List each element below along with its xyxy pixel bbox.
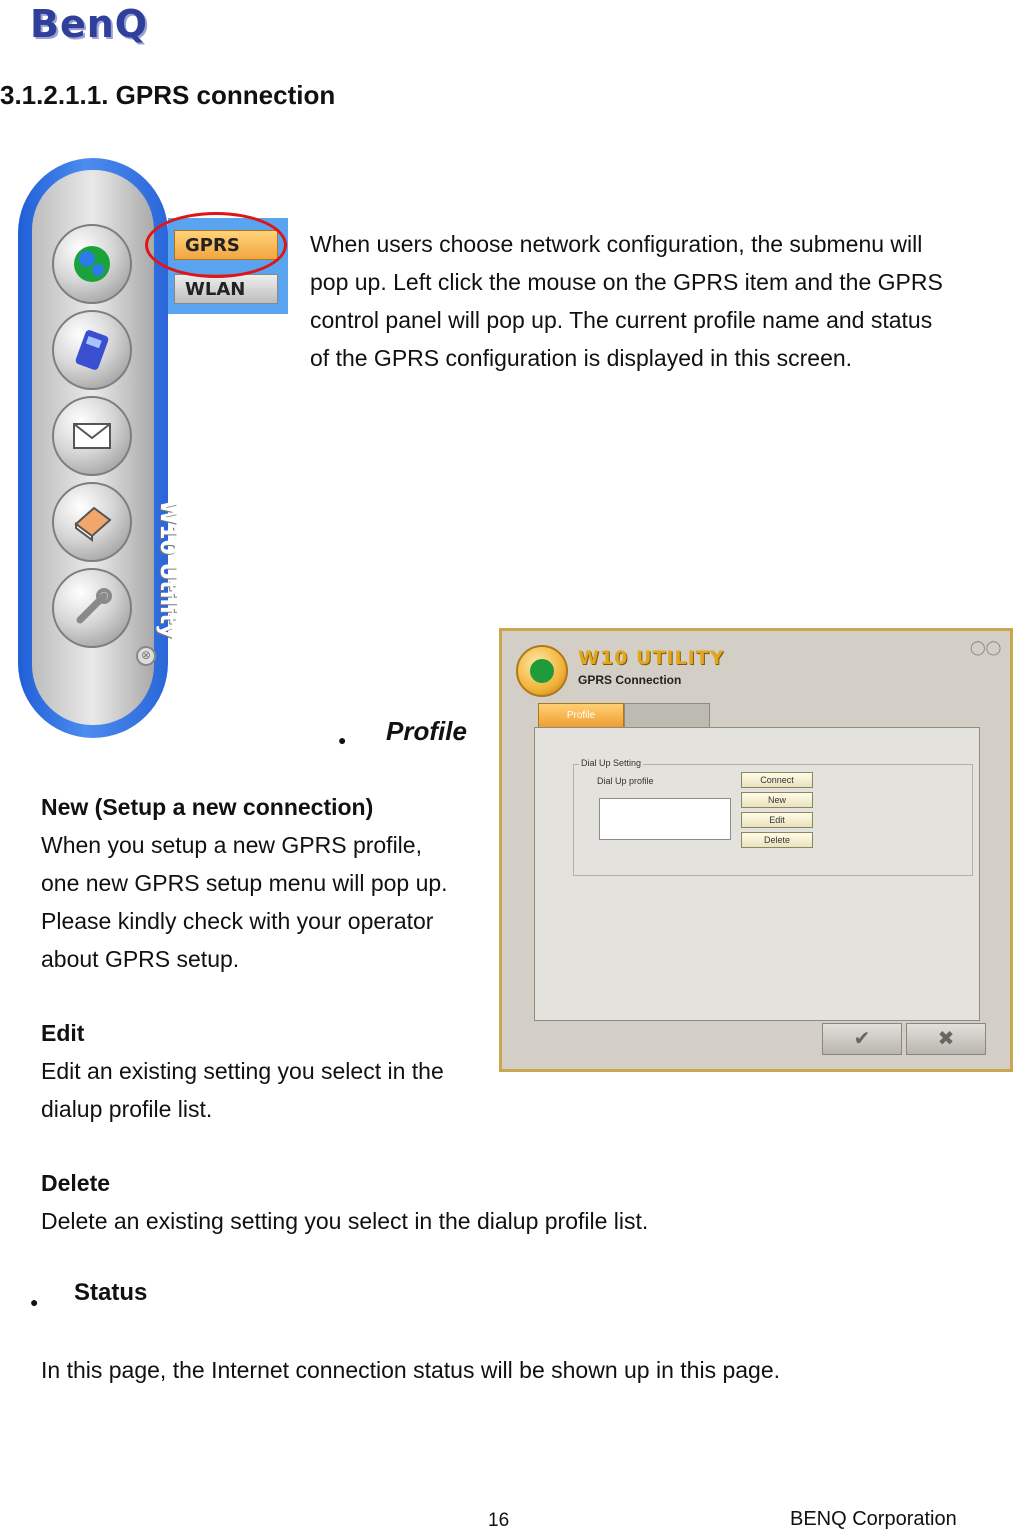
group-label: Dial Up Setting (581, 758, 642, 768)
toolbar-close-icon[interactable]: ⊗ (136, 646, 156, 666)
submenu-item-wlan[interactable]: WLAN (174, 274, 278, 304)
dialog-logo-icon (516, 645, 568, 697)
status-bullet: ● (30, 1294, 39, 1310)
dialog-title: W10 UTILITY (578, 647, 725, 669)
connect-button[interactable]: Connect (741, 772, 813, 788)
utility-toolbar-inner (32, 170, 154, 725)
gprs-dialog (499, 628, 1013, 1072)
submenu-item-gprs[interactable]: GPRS (174, 230, 278, 260)
status-heading: Status (74, 1279, 148, 1306)
envelope-icon[interactable] (52, 396, 132, 476)
dialup-profile-label: Dial Up profile (597, 776, 654, 786)
new-line-2: one new GPRS setup menu will pop up. (41, 870, 448, 896)
delete-line-1: Delete an existing setting you select in the dialup profile list. (41, 1208, 649, 1234)
intro-line-3: control panel will pop up. The current profile name and status (310, 307, 933, 333)
new-line-4: about GPRS setup. (41, 946, 240, 972)
page-number: 16 (488, 1510, 510, 1531)
ok-button[interactable]: ✔ (822, 1023, 902, 1055)
edit-heading: Edit (41, 1020, 85, 1046)
new-button[interactable]: New (741, 792, 813, 808)
phone-icon[interactable] (52, 310, 132, 390)
edit-button[interactable]: Edit (741, 812, 813, 828)
delete-heading: Delete (41, 1170, 111, 1196)
footer-corporation: BENQ Corporation (790, 1508, 957, 1530)
status-line-1: In this page, the Internet connection status will be shown up in this page. (41, 1357, 781, 1383)
dialog-subtitle: GPRS Connection (578, 673, 682, 687)
new-line-3: Please kindly check with your operator (41, 908, 434, 934)
globe-icon[interactable] (52, 224, 132, 304)
delete-button[interactable]: Delete (741, 832, 813, 848)
profile-bullet: ● (338, 732, 347, 748)
intro-line-1: When users choose network configuration, the submenu will (310, 231, 923, 257)
dialog-panel (534, 727, 980, 1021)
edit-line-1: Edit an existing setting you select in the (41, 1058, 444, 1084)
benq-logo: BenQ (30, 2, 149, 46)
intro-line-4: of the GPRS configuration is displayed in this screen. (310, 345, 853, 371)
toolbar-vertical-label: W10 Utility (155, 500, 180, 639)
dialup-profile-list[interactable] (599, 798, 731, 840)
cancel-button[interactable]: ✖ (906, 1023, 986, 1055)
tab-status[interactable] (624, 703, 710, 729)
highlight-ellipse (145, 212, 287, 278)
edit-line-2: dialup profile list. (41, 1096, 213, 1122)
new-line-1: When you setup a new GPRS profile, (41, 832, 422, 858)
intro-line-2: pop up. Left click the mouse on the GPRS item and the GPRS (310, 269, 943, 295)
section-title: 3.1.2.1.1. GPRS connection (0, 80, 336, 110)
new-heading: New (Setup a new connection) (41, 794, 374, 820)
window-buttons-icon[interactable]: ◯◯ (970, 639, 1002, 655)
tab-profile[interactable]: Profile (538, 703, 624, 729)
profile-heading: Profile (386, 716, 467, 746)
